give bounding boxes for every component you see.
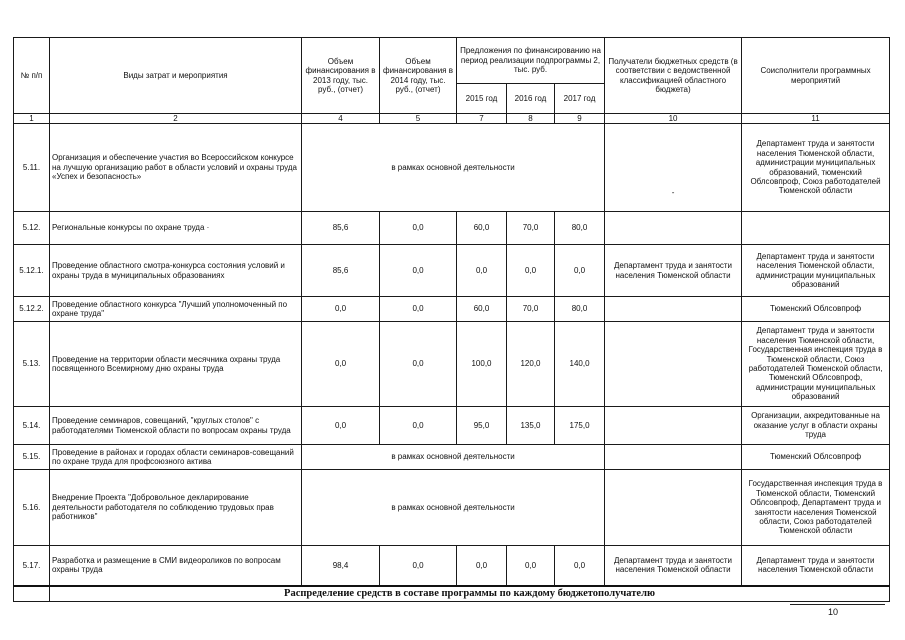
colnum-cell: 2 [50, 114, 302, 124]
row-coexecutors: Государственная инспекция труда в Тюменской области, Тюменский Облсовпроф, Департамент труда и занятости населения Тюменской области, Союз работодателей Тюменской области [742, 470, 890, 546]
row-v2016: 0,0 [507, 245, 555, 297]
row-name: Внедрение Проекта "Добровольное декларирование деятельности работодателя по соблюдению трудовых прав работников" [50, 470, 302, 546]
row-recipient [605, 470, 742, 546]
row-span-text: в рамках основной деятельности [302, 445, 605, 470]
row-v2014: 0,0 [380, 322, 457, 407]
row-coexecutors: Департамент труда и занятости населения Тюменской области, администрации муниципальных образований [742, 245, 890, 297]
header-vol-2014: Объем финансирования в 2014 году, тыс. руб., (отчет) [380, 38, 457, 114]
row-name: Проведение в районах и городах области семинаров-совещаний по охране труда для профсоюзного актива [50, 445, 302, 470]
column-number-row [14, 114, 890, 124]
row-recipient: - [605, 124, 742, 212]
table-row [14, 546, 890, 586]
row-name: Разработка и размещение в СМИ видеороликов по вопросам охраны труда [50, 546, 302, 586]
table-row [14, 470, 890, 546]
row-name: Проведение областного конкурса "Лучший уполномоченный по охране труда" [50, 297, 302, 322]
row-recipient [605, 212, 742, 245]
row-v2014: 0,0 [380, 297, 457, 322]
row-number: 5.12.1. [14, 245, 50, 297]
row-v2013: 85,6 [302, 212, 380, 245]
header-2017: 2017 год [555, 84, 605, 114]
row-v2015: 95,0 [457, 407, 507, 445]
row-span-text: в рамках основной деятельности [302, 124, 605, 212]
row-v2014: 0,0 [380, 245, 457, 297]
row-v2015: 0,0 [457, 546, 507, 586]
row-v2017: 140,0 [555, 322, 605, 407]
row-coexecutors: Тюменский Облсовпроф [742, 445, 890, 470]
header-2016: 2016 год [507, 84, 555, 114]
row-v2017: 80,0 [555, 212, 605, 245]
row-coexecutors: Департамент труда и занятости населения Тюменской области, Государственная инспекция труда в Тюменской области, Союз работодателей Тюменской области, Тюменский Облсовпроф, администрации муниципальных образований [742, 322, 890, 407]
row-recipient: Департамент труда и занятости населения Тюменской области [605, 245, 742, 297]
row-number: 5.14. [14, 407, 50, 445]
table-row [14, 124, 890, 212]
row-v2016: 120,0 [507, 322, 555, 407]
table-row [14, 212, 890, 245]
page-number-rule [790, 604, 885, 605]
row-v2016: 135,0 [507, 407, 555, 445]
row-number: 5.16. [14, 470, 50, 546]
colnum-cell: 7 [457, 114, 507, 124]
row-recipient [605, 322, 742, 407]
row-v2015: 60,0 [457, 212, 507, 245]
header-recipients: Получатели бюджетных средств (в соответствии с ведомственной классификацией областного бюджета) [605, 38, 742, 114]
row-v2014: 0,0 [380, 546, 457, 586]
row-span-text: в рамках основной деятельности [302, 470, 605, 546]
table-row [14, 245, 890, 297]
page-number: 10 [828, 607, 839, 617]
row-coexecutors: Департамент труда и занятости населения Тюменской области [742, 546, 890, 586]
row-v2014: 0,0 [380, 212, 457, 245]
row-v2013: 85,6 [302, 245, 380, 297]
header-types: Виды затрат и мероприятия [50, 38, 302, 114]
row-v2014: 0,0 [380, 407, 457, 445]
row-number: 5.13. [14, 322, 50, 407]
row-coexecutors: Тюменский Облсовпроф [742, 297, 890, 322]
caption-row [14, 586, 890, 602]
row-number: 5.11. [14, 124, 50, 212]
header-num: № п/п [14, 38, 50, 114]
row-name: Региональные конкурсы по охране труда · [50, 212, 302, 245]
table-row [14, 407, 890, 445]
colnum-cell: 5 [380, 114, 457, 124]
row-v2015: 0,0 [457, 245, 507, 297]
row-recipient [605, 297, 742, 322]
header-proposals: Предложения по финансированию на период реализации подпрограммы 2, тыс. руб. [457, 38, 605, 84]
row-name: Проведение областного смотра-конкурса состояния условий и охраны труда в муниципальных образованиях [50, 245, 302, 297]
row-recipient [605, 407, 742, 445]
row-recipient [605, 445, 742, 470]
row-v2017: 0,0 [555, 546, 605, 586]
row-v2017: 80,0 [555, 297, 605, 322]
table-row [14, 297, 890, 322]
footer-caption: Распределение средств в составе программы по каждому бюджетополучателю [50, 586, 890, 602]
row-v2013: 98,4 [302, 546, 380, 586]
header-coexecutors: Соисполнители программных мероприятий [742, 38, 890, 114]
colnum-cell: 9 [555, 114, 605, 124]
colnum-cell: 1 [14, 114, 50, 124]
header-vol-2013: Объем финансирования в 2013 году, тыс. руб., (отчет) [302, 38, 380, 114]
colnum-cell: 8 [507, 114, 555, 124]
row-name: Проведение семинаров, совещаний, "круглых столов" с работодателями Тюменской области по вопросам охраны труда [50, 407, 302, 445]
table-row [14, 445, 890, 470]
row-number: 5.15. [14, 445, 50, 470]
table-row [14, 322, 890, 407]
row-name: Организация и обеспечение участия во Всероссийском конкурсе на лучшую организацию работ в области условий и охраны труда «Успех и безопасность» [50, 124, 302, 212]
row-v2015: 60,0 [457, 297, 507, 322]
row-coexecutors [742, 212, 890, 245]
row-v2013: 0,0 [302, 297, 380, 322]
row-v2013: 0,0 [302, 407, 380, 445]
row-v2017: 0,0 [555, 245, 605, 297]
row-v2016: 70,0 [507, 212, 555, 245]
row-name: Проведение на территории области месячника охраны труда посвященного Всемирному дню охраны труда [50, 322, 302, 407]
row-v2016: 0,0 [507, 546, 555, 586]
colnum-cell: 11 [742, 114, 890, 124]
header-2015: 2015 год [457, 84, 507, 114]
row-number: 5.17. [14, 546, 50, 586]
row-coexecutors: Организации, аккредитованные на оказание услуг в области охраны труда [742, 407, 890, 445]
row-v2013: 0,0 [302, 322, 380, 407]
colnum-cell: 10 [605, 114, 742, 124]
row-v2017: 175,0 [555, 407, 605, 445]
row-recipient: Департамент труда и занятости населения Тюменской области [605, 546, 742, 586]
row-number: 5.12.2. [14, 297, 50, 322]
caption-blank-cell [14, 586, 50, 602]
row-coexecutors: Департамент труда и занятости населения Тюменской области, администрации муниципальных образований, тюменский Облсовпроф, Союз работодателей Тюменской области [742, 124, 890, 212]
colnum-cell: 4 [302, 114, 380, 124]
row-number: 5.12. [14, 212, 50, 245]
row-v2016: 70,0 [507, 297, 555, 322]
budget-table [13, 37, 890, 602]
row-v2015: 100,0 [457, 322, 507, 407]
